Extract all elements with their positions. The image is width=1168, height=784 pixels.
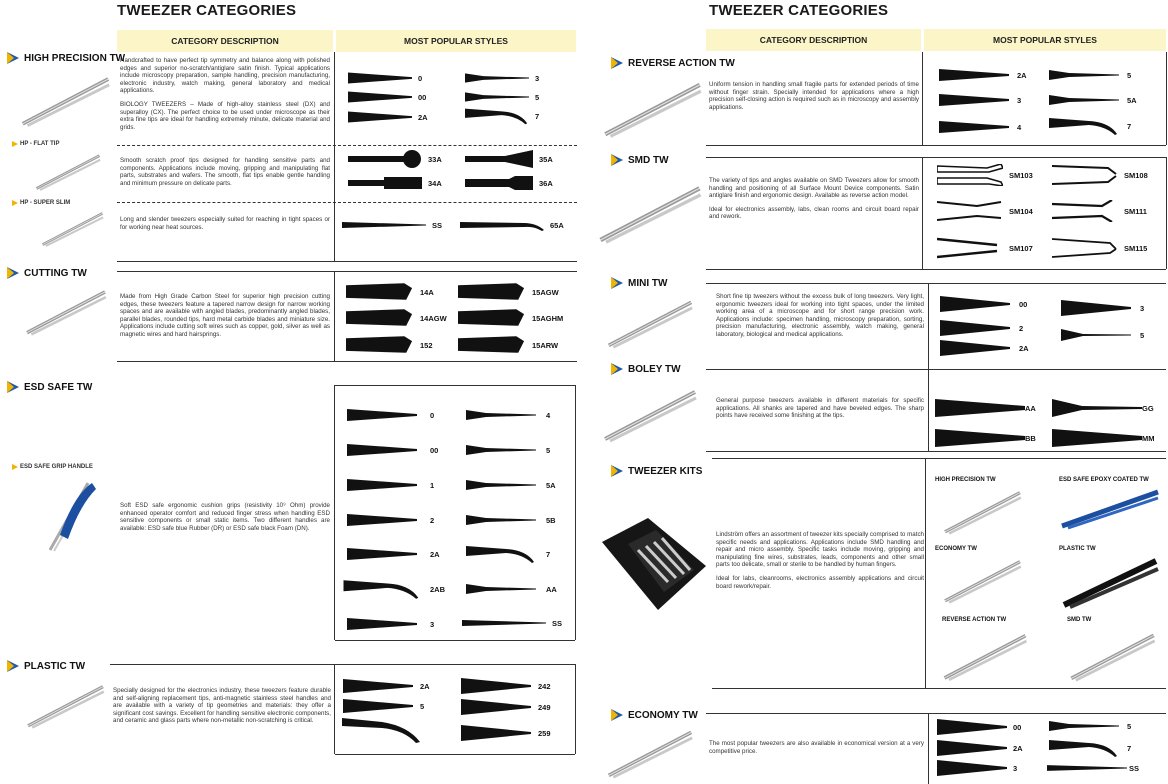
arrow-icon: [6, 51, 20, 65]
tip-label: 3: [1017, 95, 1022, 105]
tip-label: SS: [552, 618, 563, 628]
tip-style: [340, 578, 445, 600]
cat-economy-label: ECONOMY TW: [628, 709, 698, 721]
tip-style: [340, 547, 440, 561]
tip-label: 2A: [1019, 343, 1029, 353]
tip-style: [1058, 327, 1144, 343]
economy-description: The most popular tweezers are also available in economical version at a very competitive price.: [709, 740, 924, 755]
boley-description: General purpose tweezers available in different materials for specific applications. All shanks are tapered and have beveled edges. The sharp points have received some finishing at the tips.: [716, 397, 924, 420]
tip-label: 242: [538, 681, 551, 691]
cat-esd-safe: [6, 380, 92, 394]
plastic-photo: [18, 680, 113, 730]
tip-label: BB: [1025, 433, 1036, 443]
high-precision-description: [120, 57, 330, 137]
tip-style: [935, 760, 1017, 776]
tip-style: [937, 164, 1033, 186]
tip-label: 0: [430, 410, 435, 420]
tip-label: 34A: [428, 178, 442, 188]
tip-label: 7: [546, 549, 551, 559]
tip-label: 5: [1127, 721, 1132, 731]
reverse-action-photo: [600, 76, 705, 140]
right-header-styles: MOST POPULAR STYLES: [924, 29, 1166, 51]
cat-boley: [610, 362, 681, 376]
tip-style: [340, 617, 434, 631]
tip-label: 15AGHM: [532, 313, 564, 323]
cat-plastic: [6, 659, 85, 673]
cat-reverse-action-label: REVERSE ACTION TW: [628, 57, 735, 69]
tip-label: 5: [535, 92, 540, 102]
cat-cutting: [6, 266, 87, 280]
mini-photo: [600, 295, 700, 350]
hp-super-slim-photo: [30, 208, 115, 248]
tip-label: 1: [430, 480, 435, 490]
tip-label: 2: [1019, 323, 1024, 333]
tip-label: 5B: [546, 515, 556, 525]
tip-label: 7: [1127, 121, 1132, 131]
tip-label: 15AGW: [532, 287, 559, 297]
kit-reverse-action-photo: [940, 628, 1030, 683]
tip-style: [458, 308, 563, 328]
tip-label: 14AGW: [420, 313, 447, 323]
tip-style: [340, 443, 438, 457]
tip-label: GG: [1142, 403, 1154, 413]
tip-style: [1052, 399, 1154, 417]
cat-economy: [610, 708, 698, 722]
tip-label: AA: [1025, 403, 1036, 413]
cat-plastic-label: PLASTIC TW: [24, 660, 86, 672]
smd-desc-2: Ideal for electronics assembly, labs, clean rooms and circuit board repair and rework.: [709, 205, 919, 221]
cat-high-precision-label: HIGH PRECISION TW: [24, 52, 126, 64]
tip-label: 0: [418, 73, 423, 83]
tip-style: [340, 513, 434, 527]
tip-label: 36A: [539, 178, 553, 188]
tip-style: [462, 618, 562, 628]
tip-style: [1052, 237, 1147, 259]
left-header-styles: MOST POPULAR STYLES: [336, 30, 576, 52]
tip-style: [935, 399, 1036, 417]
tip-style: [346, 282, 434, 302]
tip-style: [1047, 93, 1137, 107]
tip-label: SS: [1129, 763, 1140, 773]
cat-reverse-action: [610, 56, 735, 70]
smd-desc-1: The variety of tips and angles available on SMD Tweezers allow for smooth handling and positioning of all Surface Mount Device components. Satin antiglare finish and ergonomic design. Available as reverse action model.: [709, 177, 919, 200]
tip-style: [458, 335, 558, 355]
tip-style: [465, 106, 539, 126]
tip-label: MM: [1142, 433, 1155, 443]
right-header-description: CATEGORY DESCRIPTION: [706, 29, 921, 51]
tip-label: 2AB: [430, 584, 446, 594]
tip-label: 15ARW: [532, 340, 559, 350]
tip-label: 00: [1019, 299, 1028, 309]
tip-style-curved: [342, 716, 422, 744]
tip-style: [340, 408, 434, 422]
right-page-title: TWEEZER CATEGORIES: [709, 2, 889, 19]
tip-label: 4: [546, 410, 551, 420]
cat-mini: [610, 276, 667, 290]
smd-description: [709, 177, 919, 227]
boley-photo: [600, 380, 700, 448]
tip-style: [1052, 200, 1147, 222]
esd-grip-photo: [40, 475, 100, 555]
kit-label: ECONOMY TW: [935, 546, 977, 552]
tip-style: [458, 282, 559, 302]
mini-description: Short fine tip tweezers without the excess bulk of long tweezers. Very light, ergonomic tweezers ideal for working into tight spaces, under the limited working area of a microscope and for short range precision work. Applications include: specimen handling, microscopy preparation, sorting, precision manufacturing, electronic assembly, watch making, general laboratory, biological and medical applications.: [716, 293, 924, 338]
tip-style: [462, 544, 550, 564]
tip-style: [460, 218, 564, 232]
high-precision-desc-1: Handcrafted to have perfect tip symmetry and balance along with polished edges and superior no-scratch/antiglare satin finish. Typical applications include microscopy preparation, sample handling, precision manufacturing, electronic industry, watch making, general laboratory and medical applications.: [120, 57, 330, 95]
economy-photo: [600, 725, 700, 780]
tip-style: [937, 237, 1033, 259]
smd-photo: [595, 175, 705, 250]
tip-label: SM111: [1124, 206, 1147, 216]
tip-label: 3: [1013, 763, 1018, 773]
tip-style: [462, 513, 556, 527]
tip-label: 4: [1017, 122, 1022, 132]
tweezer-kit-case-photo: [598, 512, 708, 612]
tip-label: 5: [420, 701, 425, 711]
tip-style: [937, 320, 1023, 336]
tip-style: [462, 408, 550, 422]
tip-label: 00: [1013, 722, 1022, 732]
kit-label: SMD TW: [1067, 617, 1092, 623]
tweezer-kits-desc-2: Ideal for labs, cleanrooms, electronics assembly applications and circuit board rework/repair.: [716, 574, 924, 590]
cat-tweezer-kits-label: TWEEZER KITS: [628, 465, 703, 477]
tip-style: [937, 120, 1021, 134]
tip-label: 5: [546, 445, 551, 455]
tip-style: [1047, 116, 1131, 136]
tip-label: SM107: [1009, 243, 1033, 253]
left-header-description: CATEGORY DESCRIPTION: [117, 30, 333, 52]
tip-label: 00: [418, 92, 427, 102]
tip-label: 2A: [1017, 70, 1027, 80]
tip-style: [342, 220, 442, 230]
tip-style: [465, 71, 539, 85]
cat-smd-label: SMD TW: [628, 154, 669, 166]
hp-super-slim-description: Long and slender tweezers especially suited for reaching in tight spaces or for working near heat sources.: [120, 216, 330, 231]
tip-style: [465, 150, 553, 168]
tip-style: [346, 308, 447, 328]
tip-style: [1052, 429, 1155, 447]
tip-style: [342, 679, 430, 693]
cat-cutting-label: CUTTING TW: [24, 267, 87, 279]
arrow-icon: [6, 266, 20, 280]
subcat-hp-super-slim-label: HP - SUPER SLIM: [20, 200, 71, 206]
arrow-icon: [610, 708, 624, 722]
tip-label: 2: [430, 515, 435, 525]
tip-style: [340, 478, 434, 492]
arrow-icon: [610, 362, 624, 376]
tip-label: 2A: [430, 549, 440, 559]
tip-label: 35A: [539, 154, 553, 164]
tip-style: [346, 335, 433, 355]
hp-flat-tip-description: Smooth scratch proof tips designed for handling sensitive parts and components. Applications include moving, gripping and manipulating flat parts, substrates and wafers. The smooth, flat tips enable gentle handling and minimum pressure on delicate parts.: [120, 157, 330, 187]
kit-plastic-photo: [1060, 555, 1160, 610]
tip-label: 259: [538, 728, 551, 738]
tip-style: [1058, 300, 1144, 316]
tip-label: 2A: [1013, 743, 1023, 753]
tip-style: [935, 429, 1036, 447]
tip-style: [342, 699, 424, 713]
tip-style: [462, 478, 556, 492]
tip-style: [462, 582, 557, 596]
cat-smd: [610, 153, 669, 167]
tip-style: [1047, 763, 1139, 773]
high-precision-photo: [18, 70, 113, 130]
subcat-hp-super-slim: [12, 200, 70, 206]
tip-label: 33A: [428, 154, 442, 164]
tip-style: [460, 678, 551, 694]
cat-high-precision: [6, 51, 125, 65]
tip-label: 7: [535, 111, 540, 121]
tip-label: 5: [1140, 330, 1145, 340]
tip-style: [1047, 719, 1131, 733]
subcat-hp-flat-tip-label: HP - FLAT TIP: [20, 141, 60, 147]
tip-style: [465, 176, 553, 190]
tip-label: 65A: [550, 220, 564, 230]
arrow-icon: [6, 380, 20, 394]
arrow-icon: [6, 659, 20, 673]
subcat-esd-grip: [12, 464, 93, 470]
tip-label: 249: [538, 702, 551, 712]
arrow-icon: [610, 464, 624, 478]
cat-mini-label: MINI TW: [628, 277, 668, 289]
tip-style: [935, 740, 1023, 756]
tip-label: 2A: [420, 681, 430, 691]
tip-label: SM103: [1009, 170, 1033, 180]
kit-smd-photo: [1065, 628, 1160, 683]
tip-label: 3: [535, 73, 540, 83]
tip-style: [937, 200, 1033, 222]
kit-label: HIGH PRECISION TW: [935, 477, 996, 483]
tweezer-kits-desc-1: Lindström offers an assortment of tweezer kits specially comprised to match specific needs and applications. Applications include SMD handling and repair and micro assembly. Specific tasks include moving, gripping and manipulating fine wires, substrates, leads, components and other small parts too delicate, small or sterile to be handled by human fingers.: [716, 531, 924, 569]
tip-style: [937, 93, 1021, 107]
arrow-icon: [610, 56, 624, 70]
cutting-photo: [22, 285, 110, 337]
tip-label: 3: [430, 619, 435, 629]
tweezer-kits-description: [716, 531, 924, 596]
tip-label: 3: [1140, 303, 1145, 313]
tip-label: 5: [1127, 70, 1132, 80]
tip-style: [460, 699, 551, 715]
tip-label: 152: [420, 340, 433, 350]
esd-description: Soft ESD safe ergonomic cushion grips (resistivity 10⁹ Ohm) provide enhanced operator comfort and reduced finger stress when handling ESD sensitive components or small static items. Two different handles are available: ESD safe blue Rubber (DR) or ESD safe black Foam (DN).: [120, 502, 330, 532]
tip-style: [935, 719, 1021, 735]
tip-label: 2A: [418, 112, 428, 122]
cat-esd-safe-label: ESD SAFE TW: [24, 381, 93, 393]
tip-style: [348, 150, 442, 168]
tip-style: [1052, 164, 1148, 186]
tip-style: [348, 90, 426, 104]
kit-label: PLASTIC TW: [1059, 546, 1096, 552]
kit-esd-epoxy-photo: [1060, 486, 1160, 531]
tip-label: SM115: [1124, 243, 1148, 253]
tip-label: 14A: [420, 287, 434, 297]
kit-label: ESD SAFE EPOXY COATED TW: [1059, 477, 1149, 483]
kit-label: REVERSE ACTION TW: [942, 617, 1007, 623]
tip-style: [348, 71, 422, 85]
kit-high-precision-photo: [935, 486, 1030, 536]
tip-label: SM104: [1009, 206, 1033, 216]
tip-label: SM108: [1124, 170, 1148, 180]
tip-style: [348, 110, 428, 124]
cat-boley-label: BOLEY TW: [628, 363, 681, 375]
tip-style: [460, 725, 551, 741]
tip-style: [937, 296, 1027, 312]
plastic-description: Specially designed for the electronics industry, these tweezers feature durable and self-aligning replacement tips, anti-magnetic stainless steel handles and are available with a variety of tip geometries and materials: they offer a significant cost savings. Excellent for handling sensitive electronic components, and ceramic and glass parts where non-metallic non-scratching is critical.: [113, 687, 331, 725]
arrow-icon: [610, 276, 624, 290]
tip-style: [937, 340, 1029, 356]
tip-style: [348, 176, 442, 190]
high-precision-desc-2: BIOLOGY TWEEZERS – Made of high-alloy stainless steel (DX) and superalloy (CX). The perfect choice to be used under microscope as their extra fine tips are ideal for handling extremely minute, delicate material and grids.: [120, 100, 330, 131]
tip-style: [1047, 738, 1131, 758]
tip-style: [462, 443, 550, 457]
left-page-title: TWEEZER CATEGORIES: [117, 2, 297, 19]
hp-flat-tip-photo: [22, 150, 114, 192]
arrow-icon: [610, 153, 624, 167]
tip-label: 5A: [546, 480, 556, 490]
tip-label: SS: [432, 220, 443, 230]
kit-economy-photo: [935, 555, 1030, 605]
tip-style: [465, 90, 539, 104]
subcat-hp-flat-tip: [12, 141, 59, 147]
tip-label: 5A: [1127, 95, 1137, 105]
cutting-description: Made from High Grade Carbon Steel for superior high precision cutting edges, these tweezers feature a tapered narrow design for narrow working spaces and are available with angled blades, predominantly angled blades, parallel blades, rounded tips, hard metal carbide blades and miniature size. Applications include cutting soft wires such as copper, gold, silver as well as magnetic wires and hard hairsprings.: [120, 293, 330, 338]
tip-style: [1047, 68, 1131, 82]
subcat-esd-grip-label: ESD SAFE GRIP HANDLE: [20, 464, 93, 470]
tip-style: [937, 68, 1027, 82]
cat-tweezer-kits: [610, 464, 702, 478]
tip-label: 00: [430, 445, 439, 455]
reverse-action-description: Uniform tension in handling small fragile parts for extended periods of time without finger strain. Specially intended for applications where a high precision self-closing action is required such as in microscopy and assembly applications.: [709, 81, 919, 111]
tip-label: 7: [1127, 743, 1132, 753]
tip-label: AA: [546, 584, 557, 594]
